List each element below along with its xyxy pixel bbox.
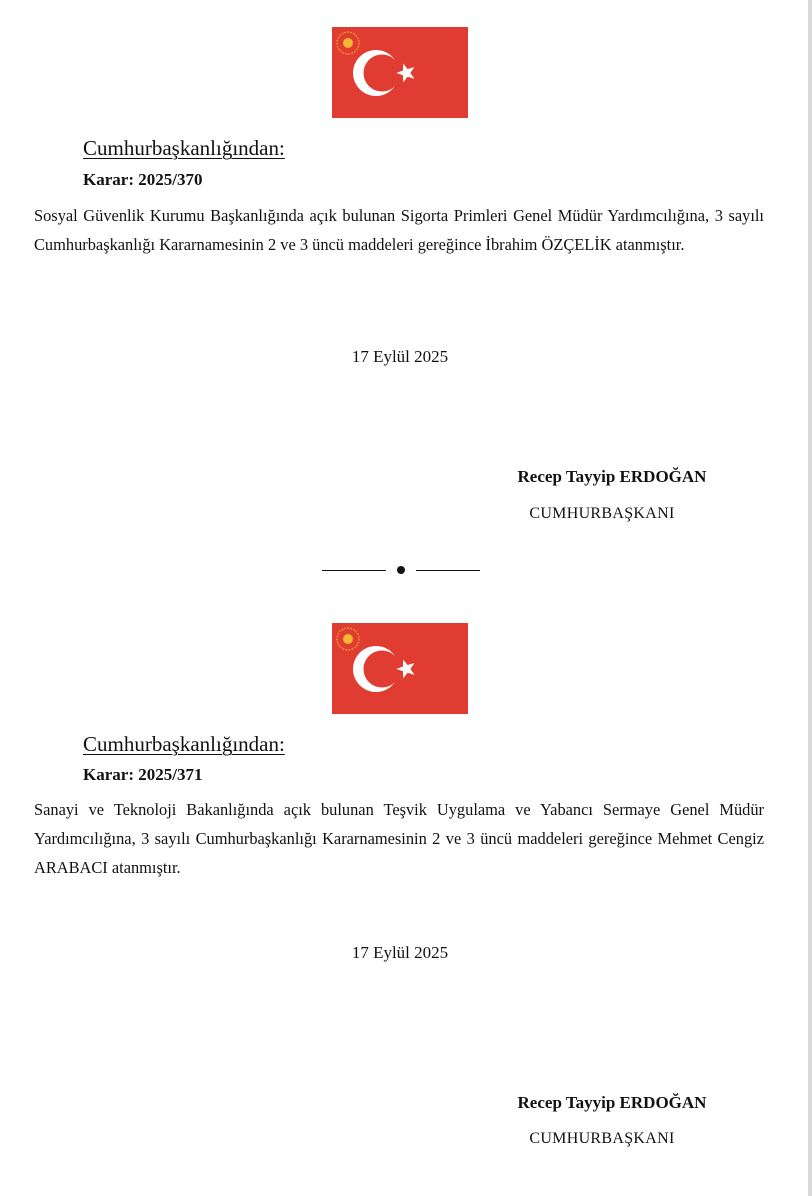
signer-name: Recep Tayyip ERDOĞAN: [517, 467, 707, 486]
separator-line-left: [322, 570, 386, 571]
decree-date: 17 Eylül 2025: [351, 347, 449, 366]
separator-line-right: [416, 570, 480, 571]
presidential-flag-icon: [332, 27, 468, 118]
decree-heading: Cumhurbaşkanlığından:: [83, 136, 285, 160]
signer-title: CUMHURBAŞKANI: [529, 1130, 675, 1147]
page-edge-shadow: [808, 0, 812, 1196]
signer-name: Recep Tayyip ERDOĞAN: [517, 1093, 707, 1112]
decree-number: Karar: 2025/370: [83, 170, 203, 189]
signer-title: CUMHURBAŞKANI: [529, 505, 675, 522]
decree-date: 17 Eylül 2025: [351, 943, 449, 962]
decree-body: Sanayi ve Teknoloji Bakanlığında açık bulunan Teşvik Uygulama ve Yabancı Sermaye Genel Müdür Yardımcılığına, 3 sayılı Cumhurbaşkanlığı Kararnamesinin 2 ve 3 üncü maddeleri gereğince Mehmet Cengiz ARABACI atanmıştır.: [34, 800, 764, 877]
decree-heading: Cumhurbaşkanlığından:: [83, 732, 285, 756]
decree-number: Karar: 2025/371: [83, 765, 203, 784]
section-separator: [322, 562, 480, 578]
decree-body: Sosyal Güvenlik Kurumu Başkanlığında açık bulunan Sigorta Primleri Genel Müdür Yardımcılığına, 3 sayılı Cumhurbaşkanlığı Kararnamesinin 2 ve 3 üncü maddeleri gereğince İbrahim ÖZÇELİK atanmıştır.: [34, 206, 764, 254]
separator-dot-icon: [397, 566, 405, 574]
presidential-flag-icon: [332, 623, 468, 714]
